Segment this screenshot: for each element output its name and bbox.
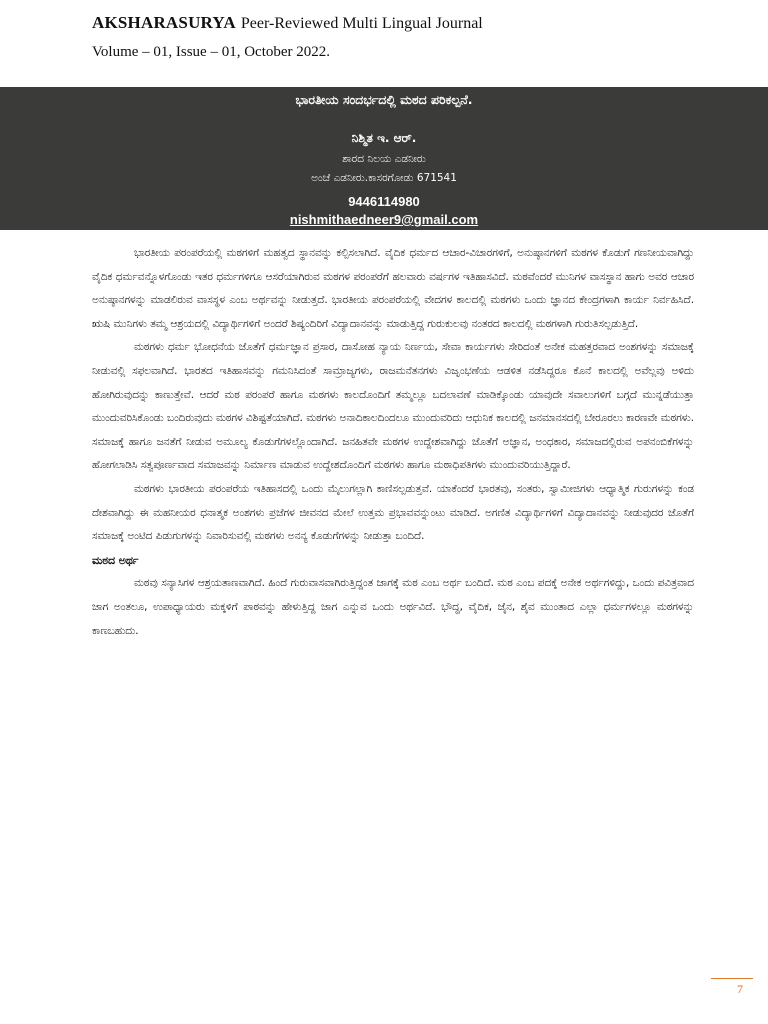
journal-header (92, 12, 692, 63)
journal-title-line (92, 12, 692, 35)
article-title-band (0, 87, 768, 230)
body-paragraph: ಮಠಗಳು ಧರ್ಮ ಭೋಧನೆಯ ಜೊತೆಗೆ ಧರ್ಮಜ್ಞಾನ ಪ್ರಸಾರ, ದಾಸೋಹ ನ್ಯಾಯ ನಿರ್ಣಯ, ಸೇವಾ ಕಾರ್ಯಗಳು ಸೇರಿದಂತೆ ಅನೇಕ ಮಹತ್ತರವಾದ ಅಂಶಗಳನ್ನು ಸಮಾಜಕ್ಕೆ ನೀಡುವಲ್ಲಿ ಸಫಲವಾಗಿದೆ. ಭಾರತದ ಇತಿಹಾಸವನ್ನು ಗಮನಿಸಿದಂತೆ ಸಾಮ್ರಾಜ್ಯಗಳು, ರಾಜಮನೆತನಗಳು ವಿಜೃಂಭಣೆಯ ಆಡಳಿತ ನಡೆಸಿದ್ದರೂ ಕೊನೆ ಕಾಲದಲ್ಲಿ ಅವೆಲ್ಲವು ಅಳಿದು ಹೋಗಿರುವುದನ್ನು ಕಾಣುತ್ತೇವೆ. ಆದರೆ ಮಠ ಪರಂಪರೆ ಹಾಗೂ ಮಠಗಳು ಕಾಲದೊಂದಿಗೆ ತಮ್ಮಲ್ಲೂ ಬದಲಾವಣೆ ಮಾಡಿಕ್ಕೊಂಡು ಯಾವುದೇ ಸವಾಲುಗಳಿಗೆ ಬಗ್ಗದೆ ಮುನ್ನಡೆಯುತ್ತಾ ಮುಂದುವರಿಸಿಕೊಂಡು ಬಂದಿರುವುದು ಮಠಗಳ ವಿಶಿಷ್ಟತೆಯಾಗಿದೆ. ಮಠಗಳು ಅನಾದಿಕಾಲದಿಂದಲೂ ಮುಂದುವರಿದು ಆಧುನಿಕ ಕಾಲದಲ್ಲಿ ಜನಮಾನಸದಲ್ಲಿ ಬೇರೂರಲು ಕಾರಣವೇ ಮಠಗಳು. ಸಮಾಜಕ್ಕೆ ಹಾಗೂ ಜನತೆಗೆ ನೀಡುವ ಅಮೂಲ್ಯ ಕೊಡುಗೆಗಳಲ್ಲೊಂದಾಗಿದೆ. ಜನಹಿತವೇ ಮಠಗಳ ಉದ್ದೇಶವಾಗಿದ್ದು ಜೊತೆಗೆ ಅಜ್ಞಾನ, ಅಂಧಕಾರ, ಸಮಾಜದಲ್ಲಿರುವ ಅಪನಂಬಿಕೆಗಳನ್ನು ಹೋಗಲಾಡಿಸಿ ಸತ್ವಪೂರ್ಣವಾದ ಸಮಾಜವನ್ನು ನಿರ್ಮಾಣ ಮಾಡುವ ಉದ್ದೇಶದೊಂದಿಗೆ ಮಠಗಳು ಹಾಗೂ ಮಠಾಧಿಪತಿಗಳು ಮುಂದುವರಿಯುತ್ತಿದ್ದಾರೆ. (92, 341, 694, 472)
page-footer (711, 978, 753, 997)
page-number: 7 (737, 982, 743, 996)
section-paragraph: ಮಠವು ಸನ್ಯಾಸಿಗಳ ಆಶ್ರಯತಾಣವಾಗಿದೆ. ಹಿಂದೆ ಗುರುವಾಸವಾಗಿರುತ್ತಿದ್ದಂತ ಜಾಗಕ್ಕೆ ಮಠ ಎಂಬ ಅರ್ಥ ಬಂದಿದೆ. ಮಠ ಎಂಬ ಪದಕ್ಕೆ ಅನೇಕ ಅರ್ಥಗಳಿದ್ದು, ಒಂದು ಪವಿತ್ರವಾದ ಜಾಗ ಅಂತಲೂ, ಉಪಾಧ್ಯಾಯರು ಮಕ್ಕಳಿಗೆ ಪಾಠವನ್ನು ಹೇಳುತ್ತಿದ್ದ ಜಾಗ ಎನ್ನುವ ಒಂದು ಅರ್ಥವಿದೆ. ಭೌದ್ಧ, ವೈದಿಕ, ಜೈನ, ಶೈವ ಮುಂತಾದ ಎಲ್ಲಾ ಧರ್ಮಗಳಲ್ಲೂ ಮಠಗಳನ್ನು ಕಾಣಬಹುದು. (92, 577, 694, 637)
author-affiliation-line2: ಅಂಚೆ ಎಡನೀರು.ಕಾಸರಗೋಡು 671541 (311, 172, 457, 184)
body-paragraph: ಮಠಗಳು ಭಾರತೀಯ ಪರಂಪರೆಯ ಇತಿಹಾಸದಲ್ಲಿ ಒಂದು ಮೈಲುಗಲ್ಲಾಗಿ ಕಾಣಿಸಲ್ಪಡುತ್ತವೆ. ಯಾಕೆಂದರೆ ಭಾರತವು, ಸಂತರು, ಸ್ವಾಮೀಜಿಗಳು ಆಧ್ಯಾತ್ಮಿಕ ಗುರುಗಳನ್ನು ಕಂಡ ದೇಶವಾಗಿದ್ದು ಈ ಮಹನೀಯರ ಧನಾತ್ಮಕ ಅಂಶಗಳು ಪ್ರಜೆಗಳ ಜೀವನದ ಮೇಲೆ ಉತ್ತಮ ಪ್ರಭಾವವನ್ನುಂಟು ಮಾಡಿದೆ. ಅಗಣಿತ ವಿದ್ಯಾರ್ಥಿಗಳಿಗೆ ವಿದ್ಯಾದಾನವನ್ನು ನೀಡುವುದರ ಜೊತೆಗೆ ಸಮಾಜಕ್ಕೆ ಅಂಟಿದ ಪಿಡುಗುಗಳನ್ನು ನಿವಾರಿಸುವಲ್ಲಿ ಮಠಗಳು ಅನನ್ಯ ಕೊಡುಗೆಗಳನ್ನು ನೀಡುತ್ತಾ ಬಂದಿದೆ. (92, 482, 694, 543)
article-body (92, 242, 694, 643)
journal-issue: Volume – 01, Issue – 01, October 2022. (92, 44, 331, 60)
author-email-link[interactable]: nishmithaedneer9@gmail.com (289, 212, 479, 227)
author-phone: 9446114980 (348, 194, 420, 209)
journal-subtitle: Peer-Reviewed Multi Lingual Journal (240, 15, 483, 32)
footer-rule (711, 978, 753, 979)
body-paragraph: ಭಾರತೀಯ ಪರಂಪರೆಯಲ್ಲಿ ಮಠಗಳಿಗೆ ಮಹತ್ವದ ಸ್ಥಾನವನ್ನು ಕಲ್ಪಿಸಲಾಗಿದೆ. ವೈದಿಕ ಧರ್ಮದ ಆಚಾರ-ವಿಚಾರಗಳಿಗೆ, ಅನುಷ್ಠಾನಗಳಿಗೆ ಮಠಗಳ ಕೊಡುಗೆ ಗಣನೀಯವಾಗಿದ್ದು ವೈದಿಕ ಧರ್ಮವನ್ನೊಳಗೊಂಡು ಇತರ ಧರ್ಮಗಳಿಗೂ ಆಸರೆಯಾಗಿರುವ ಮಠಗಳ ಪರಂಪರೆಗೆ ಹಲವಾರು ವರ್ಷಗಳ ಇತಿಹಾಸವಿದೆ. ಮಠವೆಂದರೆ ಮುನಿಗಳ ವಾಸಸ್ಥಾನ ಹಾಗು ಅವರ ಆಚಾರ ಅನುಷ್ಠಾನಗಳನ್ನು ಮಾಡಲಿರುವ ವಾಸಸ್ಥಳ ಎಂಬ ಅರ್ಥವನ್ನು ನೀಡುತ್ತದೆ. ಭಾರತೀಯ ಪರಂಪರೆಯಲ್ಲಿ ವೇದಗಳ ಕಾಲದಲ್ಲಿ ಮಠಗಳು ಒಂದು ಜ್ಞಾನದ ಕೇಂದ್ರಗಳಾಗಿ ಕಾರ್ಯ ನಿರ್ವಹಿಸಿದೆ. ಋಷಿ ಮುನಿಗಳು ತಮ್ಮ ಆಶ್ರಯದಲ್ಲಿ ವಿದ್ಯಾರ್ಥಿಗಳಿಗೆ ಅಂದರೆ ಶಿಷ್ಯಂದಿರಿಗೆ ವಿದ್ಯಾದಾನವನ್ನು ಮಾಡುತ್ತಿದ್ದ ಗುರುಕುಲವು ನಂತರದ ಕಾಲದಲ್ಲಿ ಮಠಗಳಾಗಿ ಗುರುತಿಸಲ್ಪಡುತ್ತಿದೆ. (92, 247, 694, 330)
article-title: ಭಾರತೀಯ ಸಂದರ್ಭದಲ್ಲಿ ಮಠದ ಪರಿಕಲ್ಪನೆ. (295, 92, 473, 107)
journal-name: AKSHARASURYA (92, 13, 236, 32)
author-affiliation-line1: ಶಾರದ ನಿಲಯ ಎಡನೀರು (342, 153, 426, 165)
article-author: ನಿಶ್ಮಿತ ಇ. ಆರ್. (351, 131, 417, 145)
section-heading: ಮಠದ ಅರ್ಥ (92, 553, 139, 567)
